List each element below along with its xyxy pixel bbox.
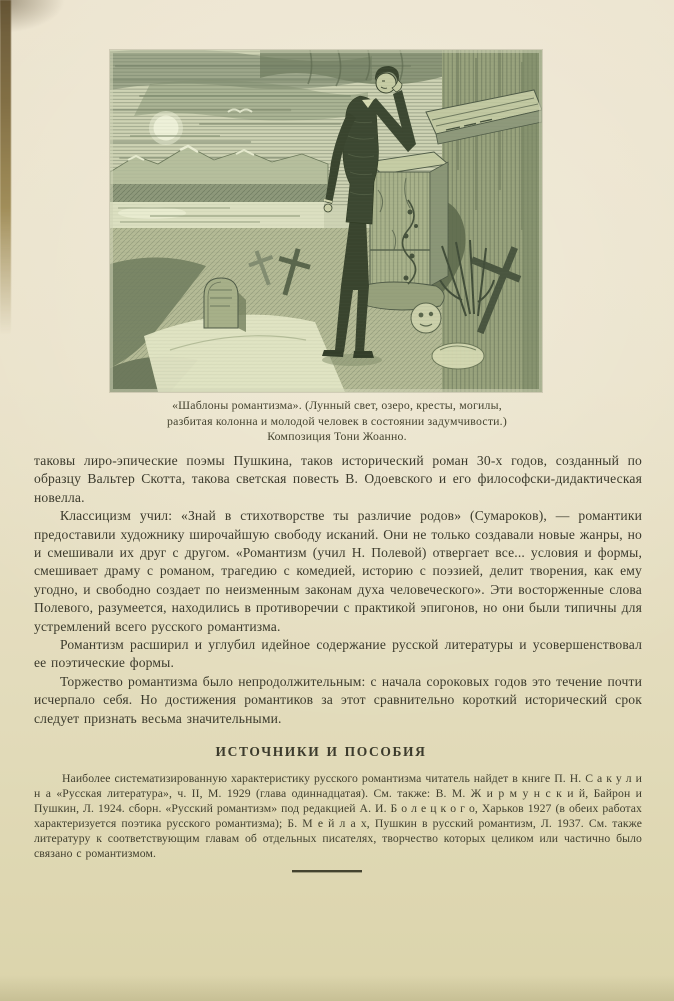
scan-bottom-shadow xyxy=(0,975,674,1001)
body-paragraph: Торжество романтизма было непродолжительным: с начала сороковых годов это течение почти исчерпало себя. Но достижения романтиков за этот сравнительно короткий исторический срок следует признать весьма значительными. xyxy=(34,673,642,726)
section-heading: ИСТОЧНИКИ И ПОСОБИЯ xyxy=(215,744,427,760)
body-paragraph: Классицизм учил: «Знай в стихотворстве ты различие родов» (Сумароков), — романтики предоставили художнику широчайшую свободу исканий. Они не только создавали новые жанры, но и смешивали их друг с другом. «Романтизм (учил Н. Полевой) отвергает все... условия и формы, смешивает драму с романом, трагедию с комедией, историю с поэзией, делит творения, как ему угодно, и свободно создает по неизменным законам духа человеческого». Эти восторженные слова Полевого, разумеется, находились в противоречии с практикой эпигонов, но они были типичны для устремлений всего русского романтизма. xyxy=(34,508,642,634)
caption-line: разбитая колонна и молодой человек в состоянии задумчивости.) xyxy=(167,413,507,428)
engraving-scene xyxy=(110,50,542,392)
romanticism-engraving xyxy=(110,50,542,392)
end-rule xyxy=(292,870,362,872)
page-body xyxy=(34,452,642,872)
body-paragraph: Романтизм расширил и углубил идейное содержание русской литературы и усовершенствовал ее поэтические формы. xyxy=(34,637,642,671)
illustration-caption xyxy=(50,398,624,445)
scan-edge-shadow xyxy=(0,0,11,335)
body-paragraph: таковы лиро-эпические поэмы Пушкина, таков исторический роман 30-х годов, созданный по образцу Вальтер Скотта, такова светская повесть В. Одоевского и его философски-дидактическая новелла. xyxy=(34,453,642,505)
caption-line: Композиция Тони Жоанно. xyxy=(267,429,407,444)
caption-line: «Шаблоны романтизма». (Лунный свет, озеро, кресты, могилы, xyxy=(172,398,502,412)
bibliography-paragraph: Наиболее систематизированную характеристику русского романтизма читатель найдет в книге П. Н. С а к у л и н а «Русская литература», ч. II, М. 1929 (глава одиннадцатая). См. также: В. М. Ж и р м у н с к и й, Байрон и Пушкин, Л. 1924. сборн. «Русский романтизм» под редакцией А. И. Б о л е ц к о г о, Харьков 1927 (в обеих работах характеризуется поэтика русского романтизма); Б. М е й л а х, Пушкин в русский романтизм, Л. 1937. См. также литературу к соответствующим главам об отдельных писателях, творчество которых целиком или частично было связано с романтизмом. xyxy=(34,771,642,860)
